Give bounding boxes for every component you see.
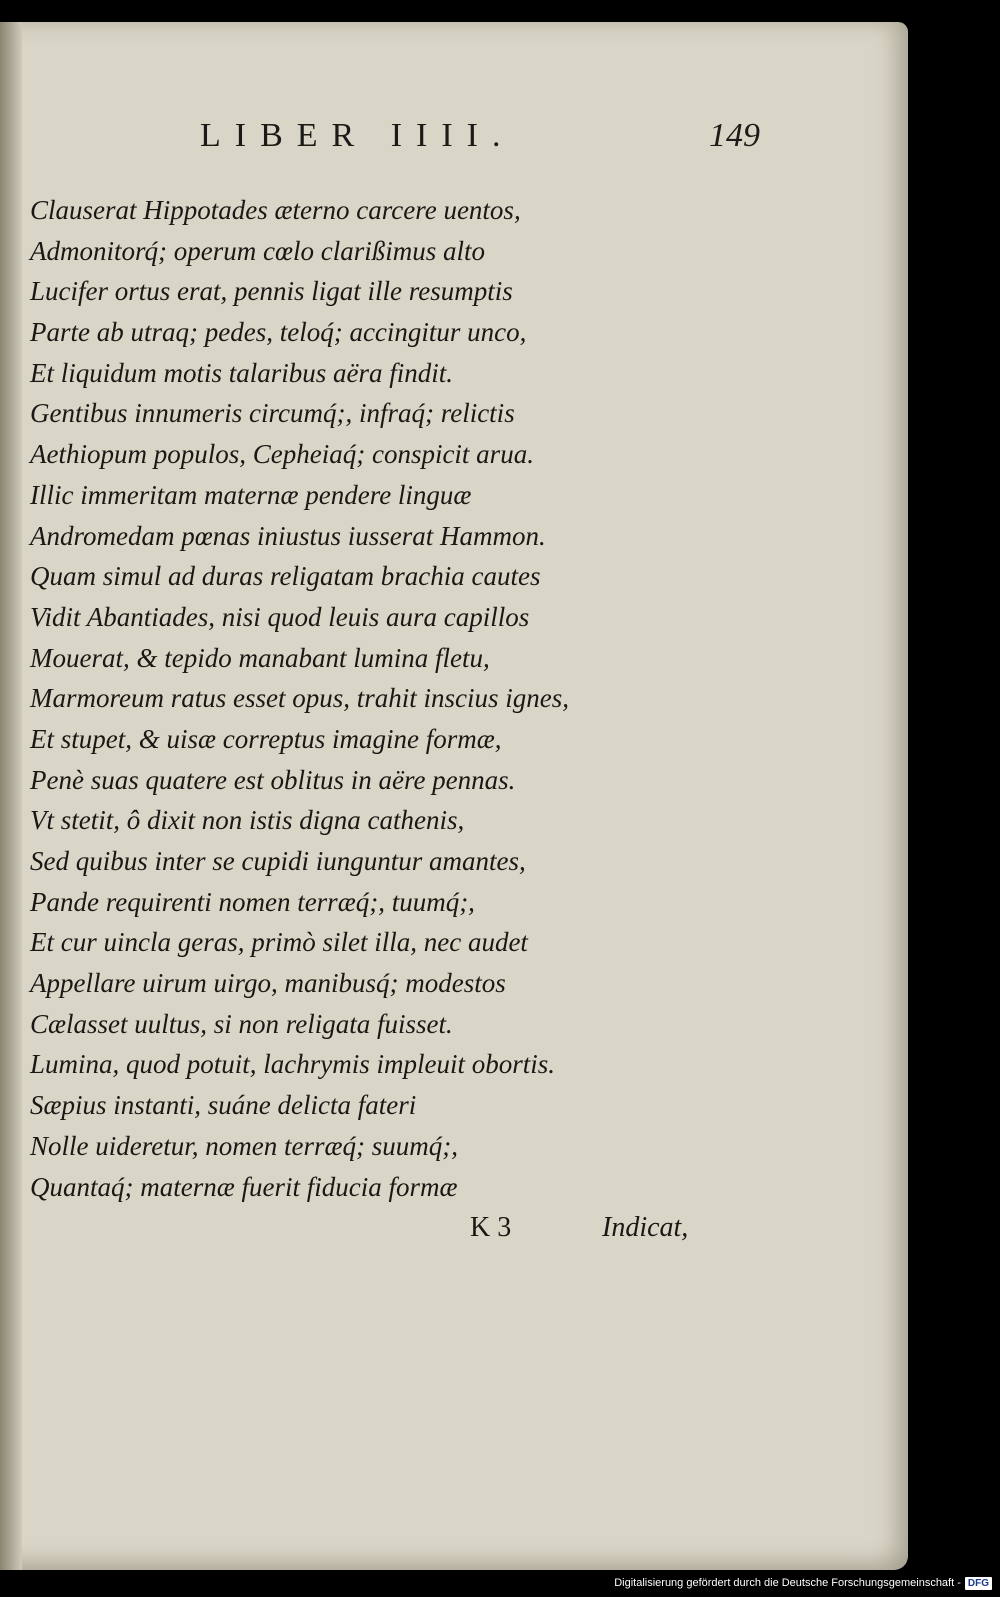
verse-line: Nolle uideretur, nomen terræq́; suumq́;, <box>30 1130 458 1161</box>
verse-line: Sæpius instanti, suáne delicta fateri <box>30 1090 417 1121</box>
verse-line: Parte ab utraq; pedes, teloq́; accingitur unco, <box>30 317 527 348</box>
verse-line: Quam simul ad duras religatam brachia cautes <box>30 561 541 592</box>
catchword: Indicat, <box>602 1212 689 1243</box>
verse-line: Cælasset uultus, si non religata fuisset. <box>30 1008 453 1039</box>
verse-text <box>30 190 710 1207</box>
verse-line: Appellare uirum uirgo, manibusq́; modestos <box>30 968 506 999</box>
verse-line: Quantaq́; maternæ fuerit fiducia formæ <box>30 1171 458 1202</box>
verse-line: Et stupet, & uisæ correptus imagine formæ, <box>30 723 502 754</box>
verse-line: Mouerat, & tepido manabant lumina fletu, <box>30 642 490 673</box>
signature-mark: K 3 <box>470 1212 512 1243</box>
page-number: 149 <box>709 117 760 154</box>
running-title: LIBER IIII. <box>200 117 515 154</box>
verse-line: Aethiopum populos, Cepheiaq́; conspicit arua. <box>30 439 534 470</box>
verse-line: Clauserat Hippotades æterno carcere uentos, <box>30 195 521 225</box>
verse-line: Et liquidum motis talaribus aëra findit. <box>30 357 454 388</box>
verse-line: Marmoreum ratus esset opus, trahit inscius ignes, <box>30 683 569 714</box>
footer-credit-text: Digitalisierung gefördert durch die Deutsche Forschungsgemeinschaft - <box>614 1577 961 1589</box>
verse-line: Et cur uincla geras, primò silet illa, nec audet <box>30 927 528 958</box>
book-page <box>0 22 908 1570</box>
digitization-footer <box>614 1573 992 1593</box>
running-head <box>200 117 760 167</box>
verse-line: Vidit Abantiades, nisi quod leuis aura capillos <box>30 601 530 632</box>
verse-line: Lucifer ortus erat, pennis ligat ille resumptis <box>30 276 513 307</box>
verse-line: Admonitorq́; operum cœlo clarißimus alto <box>30 235 485 266</box>
dfg-logo: DFG <box>965 1577 992 1590</box>
verse-line: Lumina, quod potuit, lachrymis impleuit obortis. <box>30 1049 556 1080</box>
verse-line: Penè suas quatere est oblitus in aëre pennas. <box>30 764 516 795</box>
verse-line: Andromedam pœnas iniustus iusserat Hammon. <box>30 520 546 551</box>
verse-line: Illic immeritam maternæ pendere linguæ <box>30 479 472 510</box>
verse-line: Pande requirenti nomen terræq́;, tuumq́;, <box>30 886 475 917</box>
verse-line: Gentibus innumeris circumq́;, infraq́; relictis <box>30 398 515 429</box>
verse-line: Sed quibus inter se cupidi iunguntur amantes, <box>30 846 526 876</box>
verse-line: Vt stetit, ô dixit non istis digna cathenis, <box>30 805 465 836</box>
page-gutter-shadow <box>0 22 22 1570</box>
